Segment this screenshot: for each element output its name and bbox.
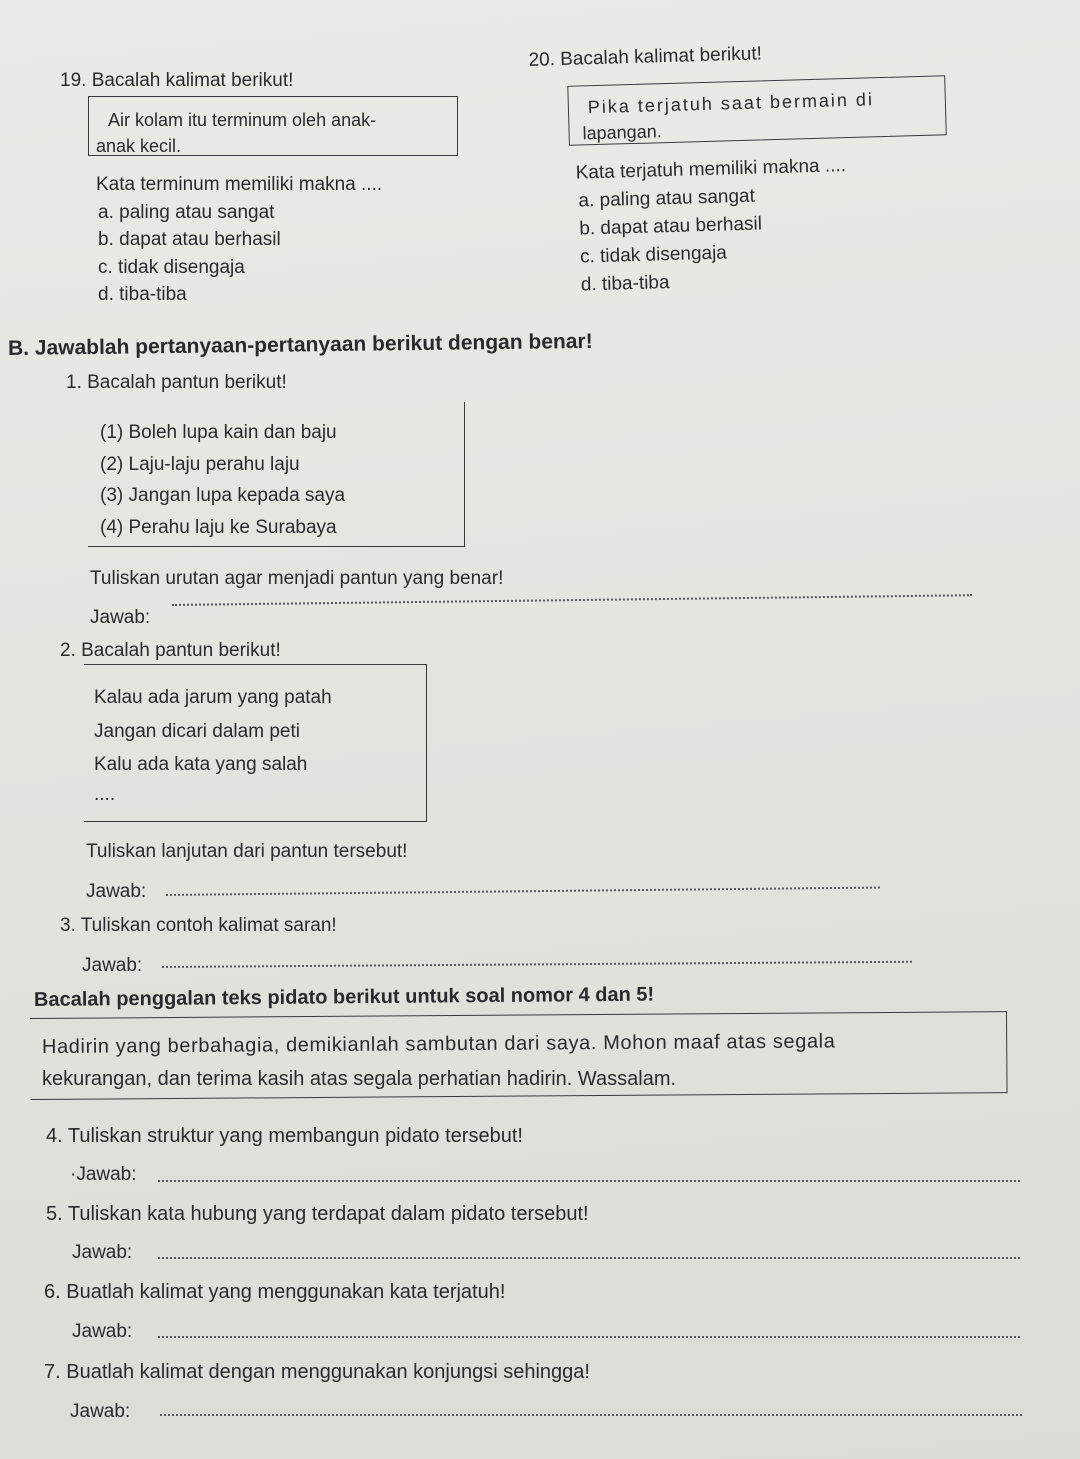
q20-option-c[interactable]: c. tidak disengaja [579,242,728,268]
q20-sentence-line2: lapangan. [582,121,662,144]
e2-line-4: .... [94,784,116,805]
q19-sentence-line2: anak kecil. [96,136,182,156]
section-b-heading: B. Jawablah pertanyaan-pertanyaan berikut dengan benar! [7,329,593,360]
e5-title: 5. Tuliskan kata hubung yang terdapat dalam pidato tersebut! [46,1203,589,1225]
e7-answer-label: Jawab: [70,1401,131,1422]
speech-heading: Bacalah penggalan teks pidato berikut untuk soal nomor 4 dan 5! [33,983,655,1011]
q19-option-a[interactable]: a. paling atau sangat [98,202,275,223]
e2-line-1: Kalau ada jarum yang patah [94,687,332,708]
e4-title: 4. Tuliskan struktur yang membangun pidato tersebut! [46,1125,523,1147]
e1-line-2: (2) Laju-laju perahu laju [100,454,300,475]
e6-answer-line[interactable] [158,1336,1020,1338]
e2-answer-label: Jawab: [86,881,147,902]
q19-sentence-line1: Air kolam itu terminum oleh anak- [108,110,377,130]
q20-option-b[interactable]: b. dapat atau berhasil [578,213,763,240]
q19-option-c[interactable]: c. tidak disengaja [98,257,245,278]
e7-title: 7. Buatlah kalimat dengan menggunakan konjungsi sehingga! [44,1361,590,1383]
speech-line2: kekurangan, dan terima kasih atas segala perhatian hadirin. Wassalam. [42,1068,677,1090]
e4-answer-line[interactable] [158,1180,1020,1182]
e1-line-1: (1) Boleh lupa kain dan baju [100,422,337,443]
e1-line-3: (3) Jangan lupa kepada saya [100,485,346,506]
e5-answer-line[interactable] [158,1257,1020,1259]
e1-instruction: Tuliskan urutan agar menjadi pantun yang benar! [90,568,504,589]
e2-title: 2. Bacalah pantun berikut! [60,640,281,661]
e6-answer-label: Jawab: [72,1321,133,1342]
q20-question: Kata terjatuh memiliki makna .... [575,155,847,184]
e3-answer-line[interactable] [162,961,912,968]
e1-answer-line[interactable] [172,594,972,606]
e3-title: 3. Tuliskan contoh kalimat saran! [60,915,337,936]
q19-question: Kata terminum memiliki makna .... [96,174,383,195]
e2-answer-line[interactable] [166,887,880,896]
q19-option-d[interactable]: d. tiba-tiba [98,284,187,305]
e1-answer-label: Jawab: [90,607,151,628]
q20-group [0,0,1080,336]
e2-line-3: Kalu ada kata yang salah [94,754,308,775]
speech-line1: Hadirin yang berbahagia, demikianlah sambutan dari saya. Mohon maaf atas segala [41,1030,836,1058]
e5-answer-label: Jawab: [72,1242,133,1263]
q20-title: 20. Bacalah kalimat berikut! [528,43,763,71]
e7-answer-line[interactable] [160,1414,1022,1416]
e4-answer-label: ·Jawab: [70,1164,137,1185]
q20-option-a[interactable]: a. paling atau sangat [578,185,756,212]
e2-line-2: Jangan dicari dalam peti [94,721,300,742]
e2-instruction: Tuliskan lanjutan dari pantun tersebut! [86,841,408,862]
q20-sentence-line1: Pika terjatuh saat bermain di [587,89,875,118]
q19-title: 19. Bacalah kalimat berikut! [60,70,294,91]
q19-option-b[interactable]: b. dapat atau berhasil [98,229,281,250]
e1-title: 1. Bacalah pantun berikut! [66,372,287,393]
e1-line-4: (4) Perahu laju ke Surabaya [100,517,337,538]
e6-title: 6. Buatlah kalimat yang menggunakan kata terjatuh! [44,1281,506,1303]
e3-answer-label: Jawab: [82,955,143,976]
q20-option-d[interactable]: d. tiba-tiba [580,272,670,296]
